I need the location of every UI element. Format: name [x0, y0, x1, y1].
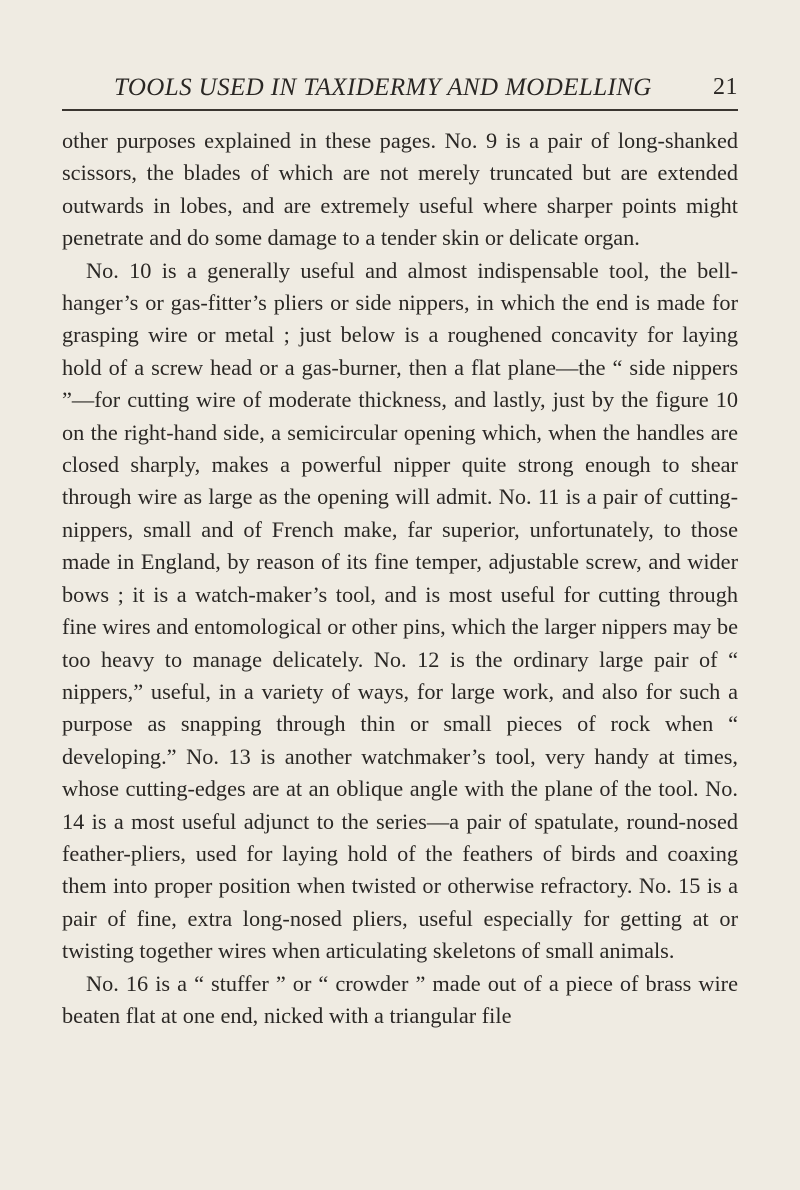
page-number: 21: [713, 74, 738, 100]
paragraph-no-16: No. 16 is a “ stuffer ” or “ crowder ” made out of a piece of brass wire beaten flat at one end, nicked with a triangular file: [62, 970, 738, 1028]
running-header: [62, 74, 738, 104]
body-text: [62, 125, 738, 1032]
paragraph-continued: other purposes explained in these pages. No. 9 is a pair of long-shanked scissors, the blades of which are not merely truncated but are extended outwards in lobes, and are extremely useful where sharper points might penetrate and do some damage to a tender skin or delicate organ.: [62, 128, 738, 251]
running-title: TOOLS USED IN TAXIDERMY AND MODELLING: [114, 74, 652, 101]
paragraph-no-10: No. 10 is a generally useful and almost indispensable tool, the bell-hanger’s or gas-fitter’s pliers or side nippers, in which the end is made for grasping wire or metal ; just below is a roughened concavity for laying hold of a screw head or a gas-burner, then a flat plane—the “ side nippers ”—for cutting wire of moderate thickness, and lastly, just by the figure 10 on the right-hand side, a semicircular opening which, when the handles are closed sharply, makes a powerful nipper quite strong enough to shear through wire as large as the opening will admit. No. 11 is a pair of cutting-nippers, small and of French make, far superior, unfortunately, to those made in England, by reason of its fine temper, adjustable screw, and wider bows ; it is a watch-maker’s tool, and is most useful for cutting through fine wires and entomological or other pins, which the larger nippers may be too heavy to manage delicately. No. 12 is the ordinary large pair of “ nippers,” useful, in a variety of ways, for large work, and also for such a purpose as snapping through thin or small pieces of rock when “ developing.” No. 13 is another watchmaker’s tool, very handy at times, whose cutting-edges are at an oblique angle with the plane of the tool. No. 14 is a most useful adjunct to the series—a pair of spatulate, round-nosed feather-pliers, used for laying hold of the feathers of birds and coaxing them into proper position when twisted or otherwise refractory. No. 15 is a pair of fine, extra long-nosed pliers, useful especially for getting at or twisting together wires when articulating skeletons of small animals.: [62, 257, 738, 964]
header-rule: [62, 109, 738, 111]
